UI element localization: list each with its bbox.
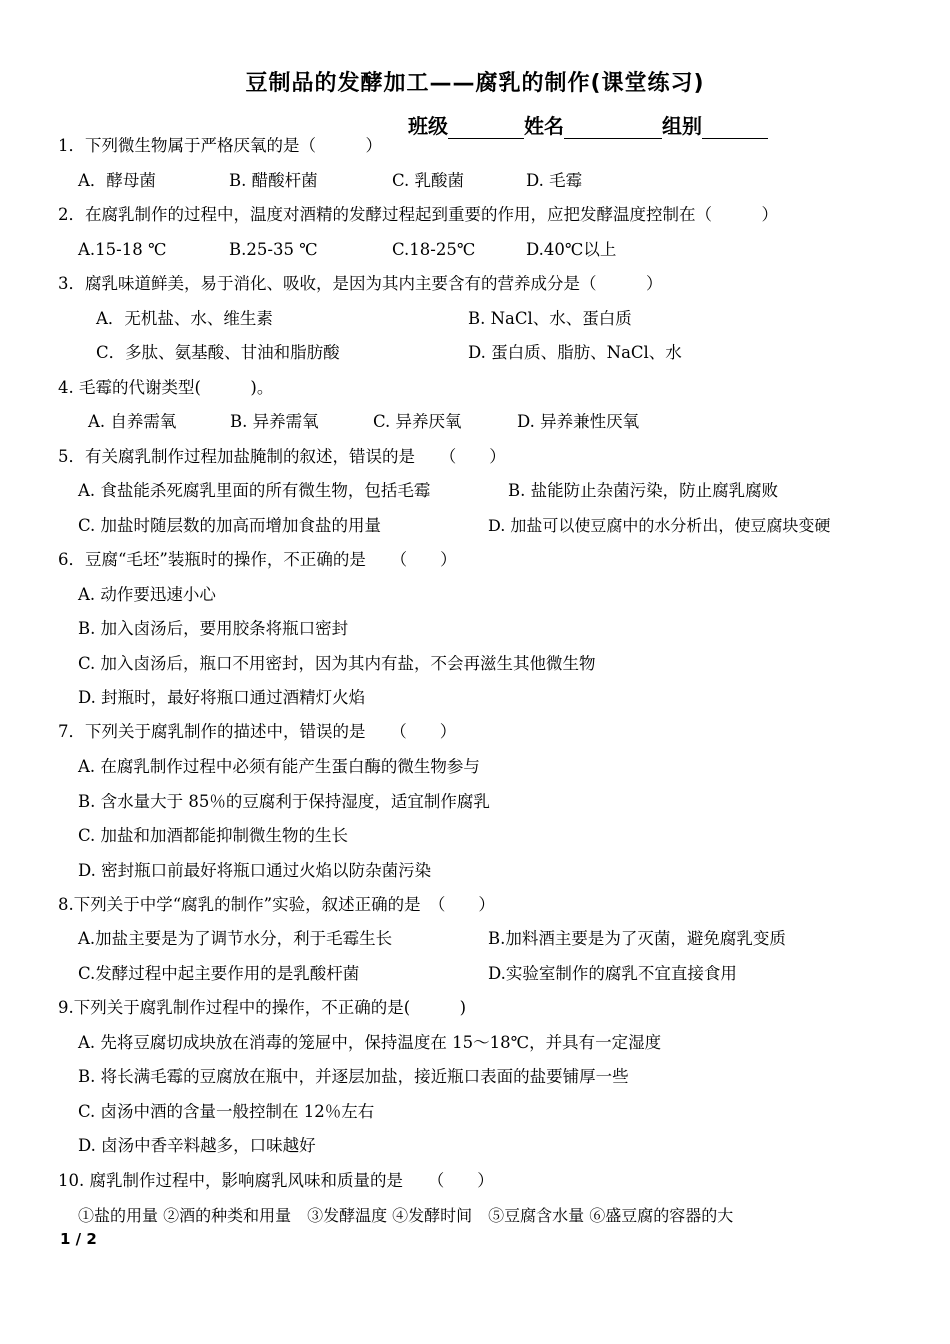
question-1-stem: 1．下列微生物属于严格厌氧的是（ ） <box>58 136 382 155</box>
question-3-option-d: D. 蛋白质、脂肪、NaCl、水 <box>468 343 682 362</box>
question-6-option-c: C. 加入卤汤后，瓶口不用密封，因为其内有盐，不会再滋生其他微生物 <box>78 654 596 673</box>
question-9-stem: 9.下列关于腐乳制作过程中的操作，不正确的是( ) <box>58 998 467 1017</box>
question-7-stem: 7．下列关于腐乳制作的描述中，错误的是 （ ） <box>58 722 457 741</box>
question-4-option-d: D. 异养兼性厌氧 <box>517 412 640 431</box>
question-6-option-b: B. 加入卤汤后，要用胶条将瓶口密封 <box>78 619 349 638</box>
question-2-stem: 2．在腐乳制作的过程中，温度对酒精的发酵过程起到重要的作用，应把发酵温度控制在（ ） <box>58 205 778 224</box>
question-7-option-c: C. 加盐和加酒都能抑制微生物的生长 <box>78 826 349 845</box>
question-6-option-a: A. 动作要迅速小心 <box>78 585 216 604</box>
page-number: 1 / 2 <box>60 1230 97 1248</box>
question-4-option-c: C. 异养厌氧 <box>373 412 462 431</box>
question-9-option-b: B. 将长满毛霉的豆腐放在瓶中，并逐层加盐，接近瓶口表面的盐要铺厚一些 <box>78 1067 629 1086</box>
question-2-option-a: A.15-18 ℃ <box>78 240 167 259</box>
question-5-option-b: B. 盐能防止杂菌污染，防止腐乳腐败 <box>508 481 779 500</box>
question-3-stem: 3．腐乳味道鲜美，易于消化、吸收，是因为其内主要含有的营养成分是（ ） <box>58 274 663 293</box>
question-9-option-c: C. 卤汤中酒的含量一般控制在 12％左右 <box>78 1102 375 1121</box>
question-3-option-c: C．多肽、氨基酸、甘油和脂肪酸 <box>96 343 340 362</box>
group-label: 组别 <box>662 114 702 138</box>
question-3-option-b: B. NaCl、水、蛋白质 <box>468 309 632 328</box>
question-10-items: ①盐的用量 ②酒的种类和用量 ③发酵温度 ④发酵时间 ⑤豆腐含水量 ⑥盛豆腐的容器的大 <box>78 1206 734 1225</box>
question-4-stem: 4. 毛霉的代谢类型( )。 <box>58 378 274 397</box>
question-7-option-a: A. 在腐乳制作过程中必须有能产生蛋白酶的微生物参与 <box>78 757 480 776</box>
question-9-option-d: D. 卤汤中香辛料越多，口味越好 <box>78 1136 316 1155</box>
question-8-option-b: B.加料酒主要是为了灭菌，避免腐乳变质 <box>488 929 786 948</box>
question-1-option-b: B. 醋酸杆菌 <box>229 171 318 190</box>
class-label: 班级 <box>408 114 448 138</box>
question-6-stem: 6．豆腐“毛坯”装瓶时的操作，不正确的是 （ ） <box>58 550 457 569</box>
question-5-stem: 5．有关腐乳制作过程加盐腌制的叙述，错误的是 （ ） <box>58 447 506 466</box>
question-1-option-c: C. 乳酸菌 <box>392 171 465 190</box>
question-9-option-a: A. 先将豆腐切成块放在消毒的笼屉中，保持温度在 15～18℃，并具有一定湿度 <box>78 1033 662 1052</box>
question-2-option-c: C.18-25℃ <box>392 240 476 259</box>
question-7-option-b: B. 含水量大于 85％的豆腐利于保持湿度，适宜制作腐乳 <box>78 792 490 811</box>
question-4-option-a: A. 自养需氧 <box>88 412 177 431</box>
question-1-option-a: A．酵母菌 <box>78 171 156 190</box>
question-7-option-d: D. 密封瓶口前最好将瓶口通过火焰以防杂菌污染 <box>78 861 432 880</box>
question-10-stem: 10. 腐乳制作过程中，影响腐乳风味和质量的是 （ ） <box>58 1171 494 1190</box>
question-5-option-d: D. 加盐可以使豆腐中的水分析出，使豆腐块变硬 <box>488 516 831 535</box>
question-8-stem: 8.下列关于中学“腐乳的制作”实验，叙述正确的是 （ ） <box>58 895 495 914</box>
question-6-option-d: D. 封瓶时，最好将瓶口通过酒精灯火焰 <box>78 688 366 707</box>
question-8-option-d: D.实验室制作的腐乳不宜直接食用 <box>488 964 737 983</box>
class-blank <box>448 118 524 139</box>
question-4-option-b: B. 异养需氧 <box>230 412 319 431</box>
question-5-option-a: A. 食盐能杀死腐乳里面的所有微生物，包括毛霉 <box>78 481 431 500</box>
question-2-option-b: B.25-35 ℃ <box>229 240 318 259</box>
name-blank <box>564 118 662 139</box>
question-8-option-a: A.加盐主要是为了调节水分，利于毛霉生长 <box>78 929 393 948</box>
question-2-option-d: D.40℃以上 <box>526 240 617 259</box>
page-title: 豆制品的发酵加工——腐乳的制作(课堂练习) <box>245 71 705 96</box>
question-3-option-a: A．无机盐、水、维生素 <box>96 309 273 328</box>
name-label: 姓名 <box>524 114 564 138</box>
question-5-option-c: C. 加盐时随层数的加高而增加食盐的用量 <box>78 516 382 535</box>
question-8-option-c: C.发酵过程中起主要作用的是乳酸杆菌 <box>78 964 360 983</box>
group-blank <box>702 118 768 139</box>
student-info-line <box>408 110 768 139</box>
question-1-option-d: D. 毛霉 <box>526 171 583 190</box>
